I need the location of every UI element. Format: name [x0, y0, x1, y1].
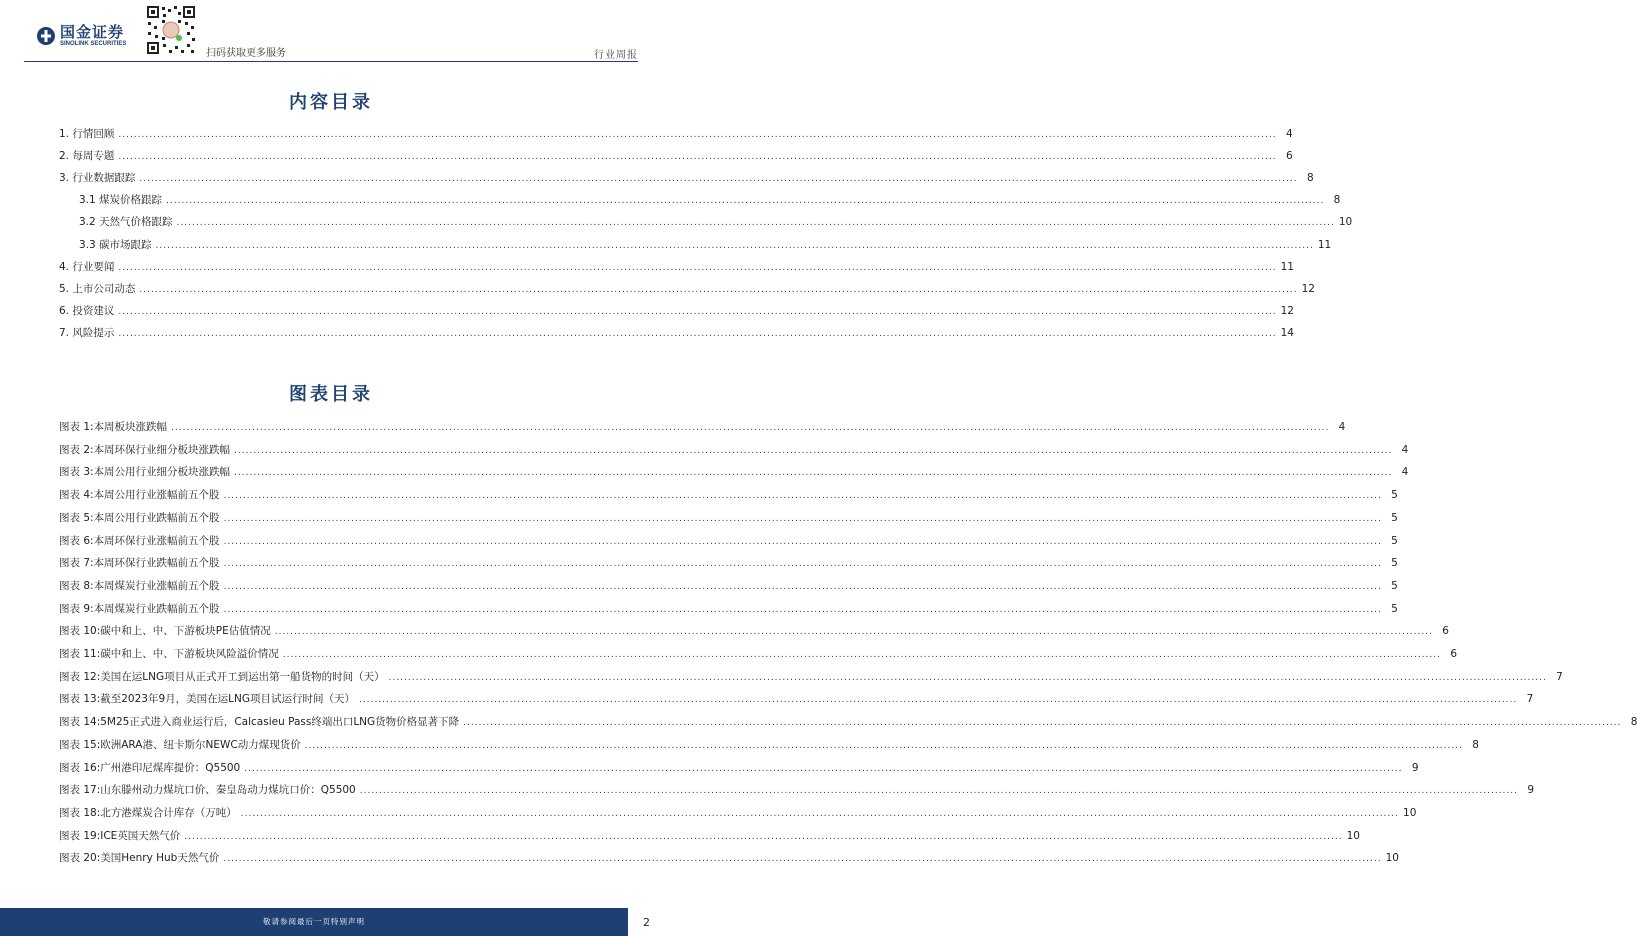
dot-leader: ............................................................................................................................................................................................................................................................................................................ — [118, 130, 1277, 140]
toc-entry[interactable] — [59, 260, 1294, 274]
dot-leader: ............................................................................................................................................................................................................................................................................................................ — [223, 604, 1382, 615]
figure-entry[interactable] — [59, 602, 1398, 616]
figure-number: 图表 18: — [59, 806, 101, 819]
dot-leader: ............................................................................................................................................................................................................................................................................................................ — [171, 423, 1330, 433]
dot-leader: ............................................................................................................................................................................................................................................................................................................ — [244, 763, 1403, 774]
toc-entry-label: 2. 每周专题 — [59, 150, 115, 163]
dot-leader: ............................................................................................................................................................................................................................................................................................................ — [184, 831, 1343, 842]
page-footer — [0, 904, 662, 936]
dot-leader: ............................................................................................................................................................................................................................................................................................................ — [274, 627, 1433, 638]
dot-leader: ............................................................................................................................................................................................................................................................................................................ — [166, 196, 1325, 207]
qr-caption: 扫码获取更多服务 — [206, 48, 286, 59]
figure-number: 图表 13: — [59, 693, 101, 706]
figure-entry[interactable] — [59, 488, 1398, 502]
toc-title: 内容目录 — [289, 92, 373, 113]
qr-code-icon[interactable] — [145, 4, 197, 56]
toc-entry[interactable] — [59, 149, 1293, 163]
page-ref: 10 — [1403, 806, 1417, 819]
page-ref: 7 — [1526, 693, 1534, 706]
page-ref: 9 — [1527, 784, 1535, 797]
page-ref: 5 — [1391, 579, 1398, 592]
dot-leader: ............................................................................................................................................................................................................................................................................................................ — [359, 695, 1518, 706]
toc-entry[interactable] — [79, 238, 1332, 252]
toc-entry[interactable] — [59, 282, 1315, 296]
page-ref: 6 — [1450, 648, 1458, 660]
dot-leader: ............................................................................................................................................................................................................................................................................................................ — [176, 218, 1335, 229]
page-ref: 4 — [1338, 421, 1346, 433]
figure-number: 图表 19: — [59, 829, 101, 842]
page-ref: 10 — [1338, 216, 1353, 229]
toc-entry[interactable] — [59, 326, 1294, 340]
footer-disclaimer: 敬请参阅最后一页特别声明 — [263, 917, 365, 926]
figure-caption: 美国在运LNG项目从正式开工到运出第一船货物的时间（天） — [100, 670, 385, 683]
figure-number: 图表 11: — [59, 648, 101, 660]
page-ref: 14 — [1280, 326, 1294, 339]
dot-leader: ............................................................................................................................................................................................................................................................................................................ — [240, 808, 1400, 819]
logo-chinese-name: 国金证券 — [60, 23, 125, 41]
dot-leader: ............................................................................................................................................................................................................................................................................................................ — [223, 536, 1382, 547]
page-header — [0, 0, 662, 62]
dot-leader: ............................................................................................................................................................................................................................................................................................................ — [223, 581, 1382, 592]
page-ref: 12 — [1280, 304, 1294, 317]
page-ref: 5 — [1391, 557, 1398, 570]
dot-leader: ............................................................................................................................................................................................................................................................................................................ — [359, 786, 1519, 797]
figure-entry[interactable] — [59, 829, 1360, 843]
figure-caption: 北方港煤炭合计库存（万吨） — [100, 806, 237, 819]
toc-entry-label: 7. 风险提示 — [59, 326, 115, 339]
figure-entry[interactable] — [59, 647, 1458, 661]
page-ref: 8 — [1630, 716, 1637, 729]
dot-leader: ............................................................................................................................................................................................................................................................................................................ — [118, 328, 1277, 339]
figure-caption: 5M25正式进入商业运行后，Calcasieu Pass终端出口LNG货物价格显著下降 — [100, 716, 460, 729]
page-number: 2 — [643, 916, 650, 929]
dot-leader: ............................................................................................................................................................................................................................................................................................................ — [155, 240, 1314, 251]
figure-number: 图表 2: — [59, 443, 94, 456]
toc-entry[interactable] — [59, 127, 1293, 141]
figure-entry[interactable] — [59, 534, 1398, 548]
page-ref: 10 — [1385, 852, 1399, 865]
toc-entry[interactable] — [79, 215, 1353, 229]
figure-caption: 美国Henry Hub天然气价 — [100, 852, 220, 865]
figure-entry[interactable] — [59, 715, 1637, 729]
dot-leader: ............................................................................................................................................................................................................................................................................................................ — [388, 672, 1547, 683]
figure-number: 图表 1: — [59, 421, 94, 433]
figure-entry[interactable] — [59, 783, 1535, 797]
figure-entry[interactable] — [59, 579, 1398, 593]
toc-entry[interactable] — [79, 193, 1341, 207]
dot-leader: ............................................................................................................................................................................................................................................................................................................ — [118, 306, 1277, 317]
figure-number: 图表 15: — [59, 738, 101, 751]
figure-caption: 本周环保行业细分板块涨跌幅 — [93, 443, 231, 456]
dot-leader: ............................................................................................................................................................................................................................................................................................................ — [139, 284, 1298, 295]
figure-entry[interactable] — [59, 761, 1419, 775]
toc-entry[interactable] — [59, 304, 1294, 318]
figure-entry[interactable] — [59, 443, 1409, 457]
figure-entry[interactable] — [59, 851, 1399, 865]
page-ref: 5 — [1391, 511, 1398, 524]
figure-number: 图表 8: — [59, 579, 94, 592]
figure-caption: 广州港印尼煤库提价：Q5500 — [100, 761, 241, 774]
toc-entry-label: 6. 投资建议 — [59, 304, 115, 317]
figure-caption: 本周煤炭行业涨幅前五个股 — [93, 579, 220, 592]
page-ref: 5 — [1391, 534, 1398, 547]
page-ref: 4 — [1401, 466, 1409, 479]
page-ref: 4 — [1401, 443, 1409, 456]
figure-caption: ICE英国天然气价 — [100, 829, 181, 842]
figure-number: 图表 5: — [59, 511, 94, 524]
company-logo — [36, 24, 126, 48]
page-ref: 4 — [1285, 128, 1293, 140]
page-ref: 9 — [1411, 761, 1419, 774]
figure-number: 图表 9: — [59, 602, 94, 615]
figure-caption: 本周公用行业细分板块涨跌幅 — [93, 466, 231, 479]
logo-english-name: SINOLINK SECURITIES — [60, 41, 127, 47]
dot-leader: ............................................................................................................................................................................................................................................................................................................ — [234, 468, 1393, 479]
dot-leader: ............................................................................................................................................................................................................................................................................................................ — [139, 174, 1298, 185]
dot-leader: ............................................................................................................................................................................................................................................................................................................ — [223, 559, 1382, 570]
page-ref: 6 — [1442, 625, 1449, 638]
page-ref: 6 — [1285, 150, 1293, 163]
figure-caption: 山东滕州动力煤坑口价、秦皇岛动力煤坑口价：Q5500 — [100, 784, 356, 797]
page-ref: 10 — [1346, 829, 1360, 842]
header-divider — [24, 61, 638, 62]
figure-number: 图表 7: — [59, 557, 94, 570]
figure-number: 图表 3: — [59, 466, 94, 479]
figure-caption: 本周板块涨跌幅 — [93, 421, 168, 433]
page-ref: 8 — [1306, 172, 1314, 185]
page-ref: 8 — [1333, 194, 1341, 207]
figure-caption: 本周环保行业跌幅前五个股 — [93, 557, 220, 570]
dot-leader: ............................................................................................................................................................................................................................................................................................................ — [223, 513, 1382, 524]
figure-number: 图表 20: — [59, 852, 101, 865]
figure-number: 图表 14: — [59, 716, 101, 729]
figure-caption: 本周公用行业跌幅前五个股 — [93, 511, 220, 524]
toc-entry-label: 5. 上市公司动态 — [59, 282, 136, 295]
figure-caption: 碳中和上、中、下游板块风险溢价情况 — [100, 648, 279, 660]
figure-entry[interactable] — [59, 738, 1479, 752]
toc-entry-label: 4. 行业要闻 — [59, 260, 115, 273]
figure-caption: 欧洲ARA港、纽卡斯尔NEWC动力煤现货价 — [100, 738, 301, 751]
dot-leader: ............................................................................................................................................................................................................................................................................................................ — [223, 854, 1382, 865]
dot-leader: ............................................................................................................................................................................................................................................................................................................ — [304, 740, 1463, 751]
figure-number: 图表 17: — [59, 784, 101, 797]
toc-entry-label: 3. 行业数据跟踪 — [59, 172, 136, 185]
figure-number: 图表 12: — [59, 670, 101, 683]
dot-leader: ............................................................................................................................................................................................................................................................................................................ — [463, 718, 1622, 729]
figure-entry[interactable] — [59, 670, 1563, 684]
dot-leader: ............................................................................................................................................................................................................................................................................................................ — [223, 491, 1382, 502]
figure-number: 图表 10: — [59, 625, 101, 638]
toc-entry-label: 3.2 天然气价格跟踪 — [79, 216, 173, 229]
page-ref: 5 — [1391, 489, 1398, 502]
sinolink-logo-icon — [36, 26, 56, 46]
figure-entry[interactable] — [59, 511, 1398, 525]
page-ref: 8 — [1472, 738, 1479, 751]
figure-entry[interactable] — [59, 624, 1449, 638]
figure-number: 图表 16: — [59, 761, 101, 774]
dot-leader: ............................................................................................................................................................................................................................................................................................................ — [118, 262, 1277, 273]
figure-caption: 本周环保行业涨幅前五个股 — [93, 534, 220, 547]
page-ref: 7 — [1556, 670, 1563, 683]
dot-leader: ............................................................................................................................................................................................................................................................................................................ — [118, 152, 1277, 163]
page-ref: 11 — [1317, 238, 1332, 251]
toc-entry-label: 1. 行情回顾 — [59, 128, 115, 140]
figure-number: 图表 6: — [59, 534, 94, 547]
page-ref: 12 — [1301, 282, 1315, 295]
page-ref: 11 — [1280, 260, 1294, 273]
dot-leader: ............................................................................................................................................................................................................................................................................................................ — [234, 445, 1393, 456]
page-ref: 5 — [1391, 602, 1398, 615]
figure-entry[interactable] — [59, 465, 1409, 479]
report-category: 行业周报 — [594, 50, 638, 61]
toc-entry-label: 3.1 煤炭价格跟踪 — [79, 194, 163, 207]
figure-list-title: 图表目录 — [289, 384, 373, 405]
figure-caption: 本周公用行业涨幅前五个股 — [93, 489, 220, 502]
figure-caption: 本周煤炭行业跌幅前五个股 — [93, 602, 220, 615]
figure-entry[interactable] — [59, 692, 1534, 706]
figure-caption: 碳中和上、中、下游板块PE估值情况 — [100, 625, 271, 638]
figure-caption: 截至2023年9月，美国在运LNG项目试运行时间（天） — [100, 693, 355, 706]
dot-leader: ............................................................................................................................................................................................................................................................................................................ — [282, 650, 1442, 660]
figure-number: 图表 4: — [59, 489, 94, 502]
toc-entry[interactable] — [59, 171, 1314, 185]
figure-entry[interactable] — [59, 806, 1417, 820]
figure-entry[interactable] — [59, 556, 1398, 570]
figure-entry[interactable] — [59, 420, 1346, 434]
toc-entry-label: 3.3 碳市场跟踪 — [79, 238, 152, 251]
